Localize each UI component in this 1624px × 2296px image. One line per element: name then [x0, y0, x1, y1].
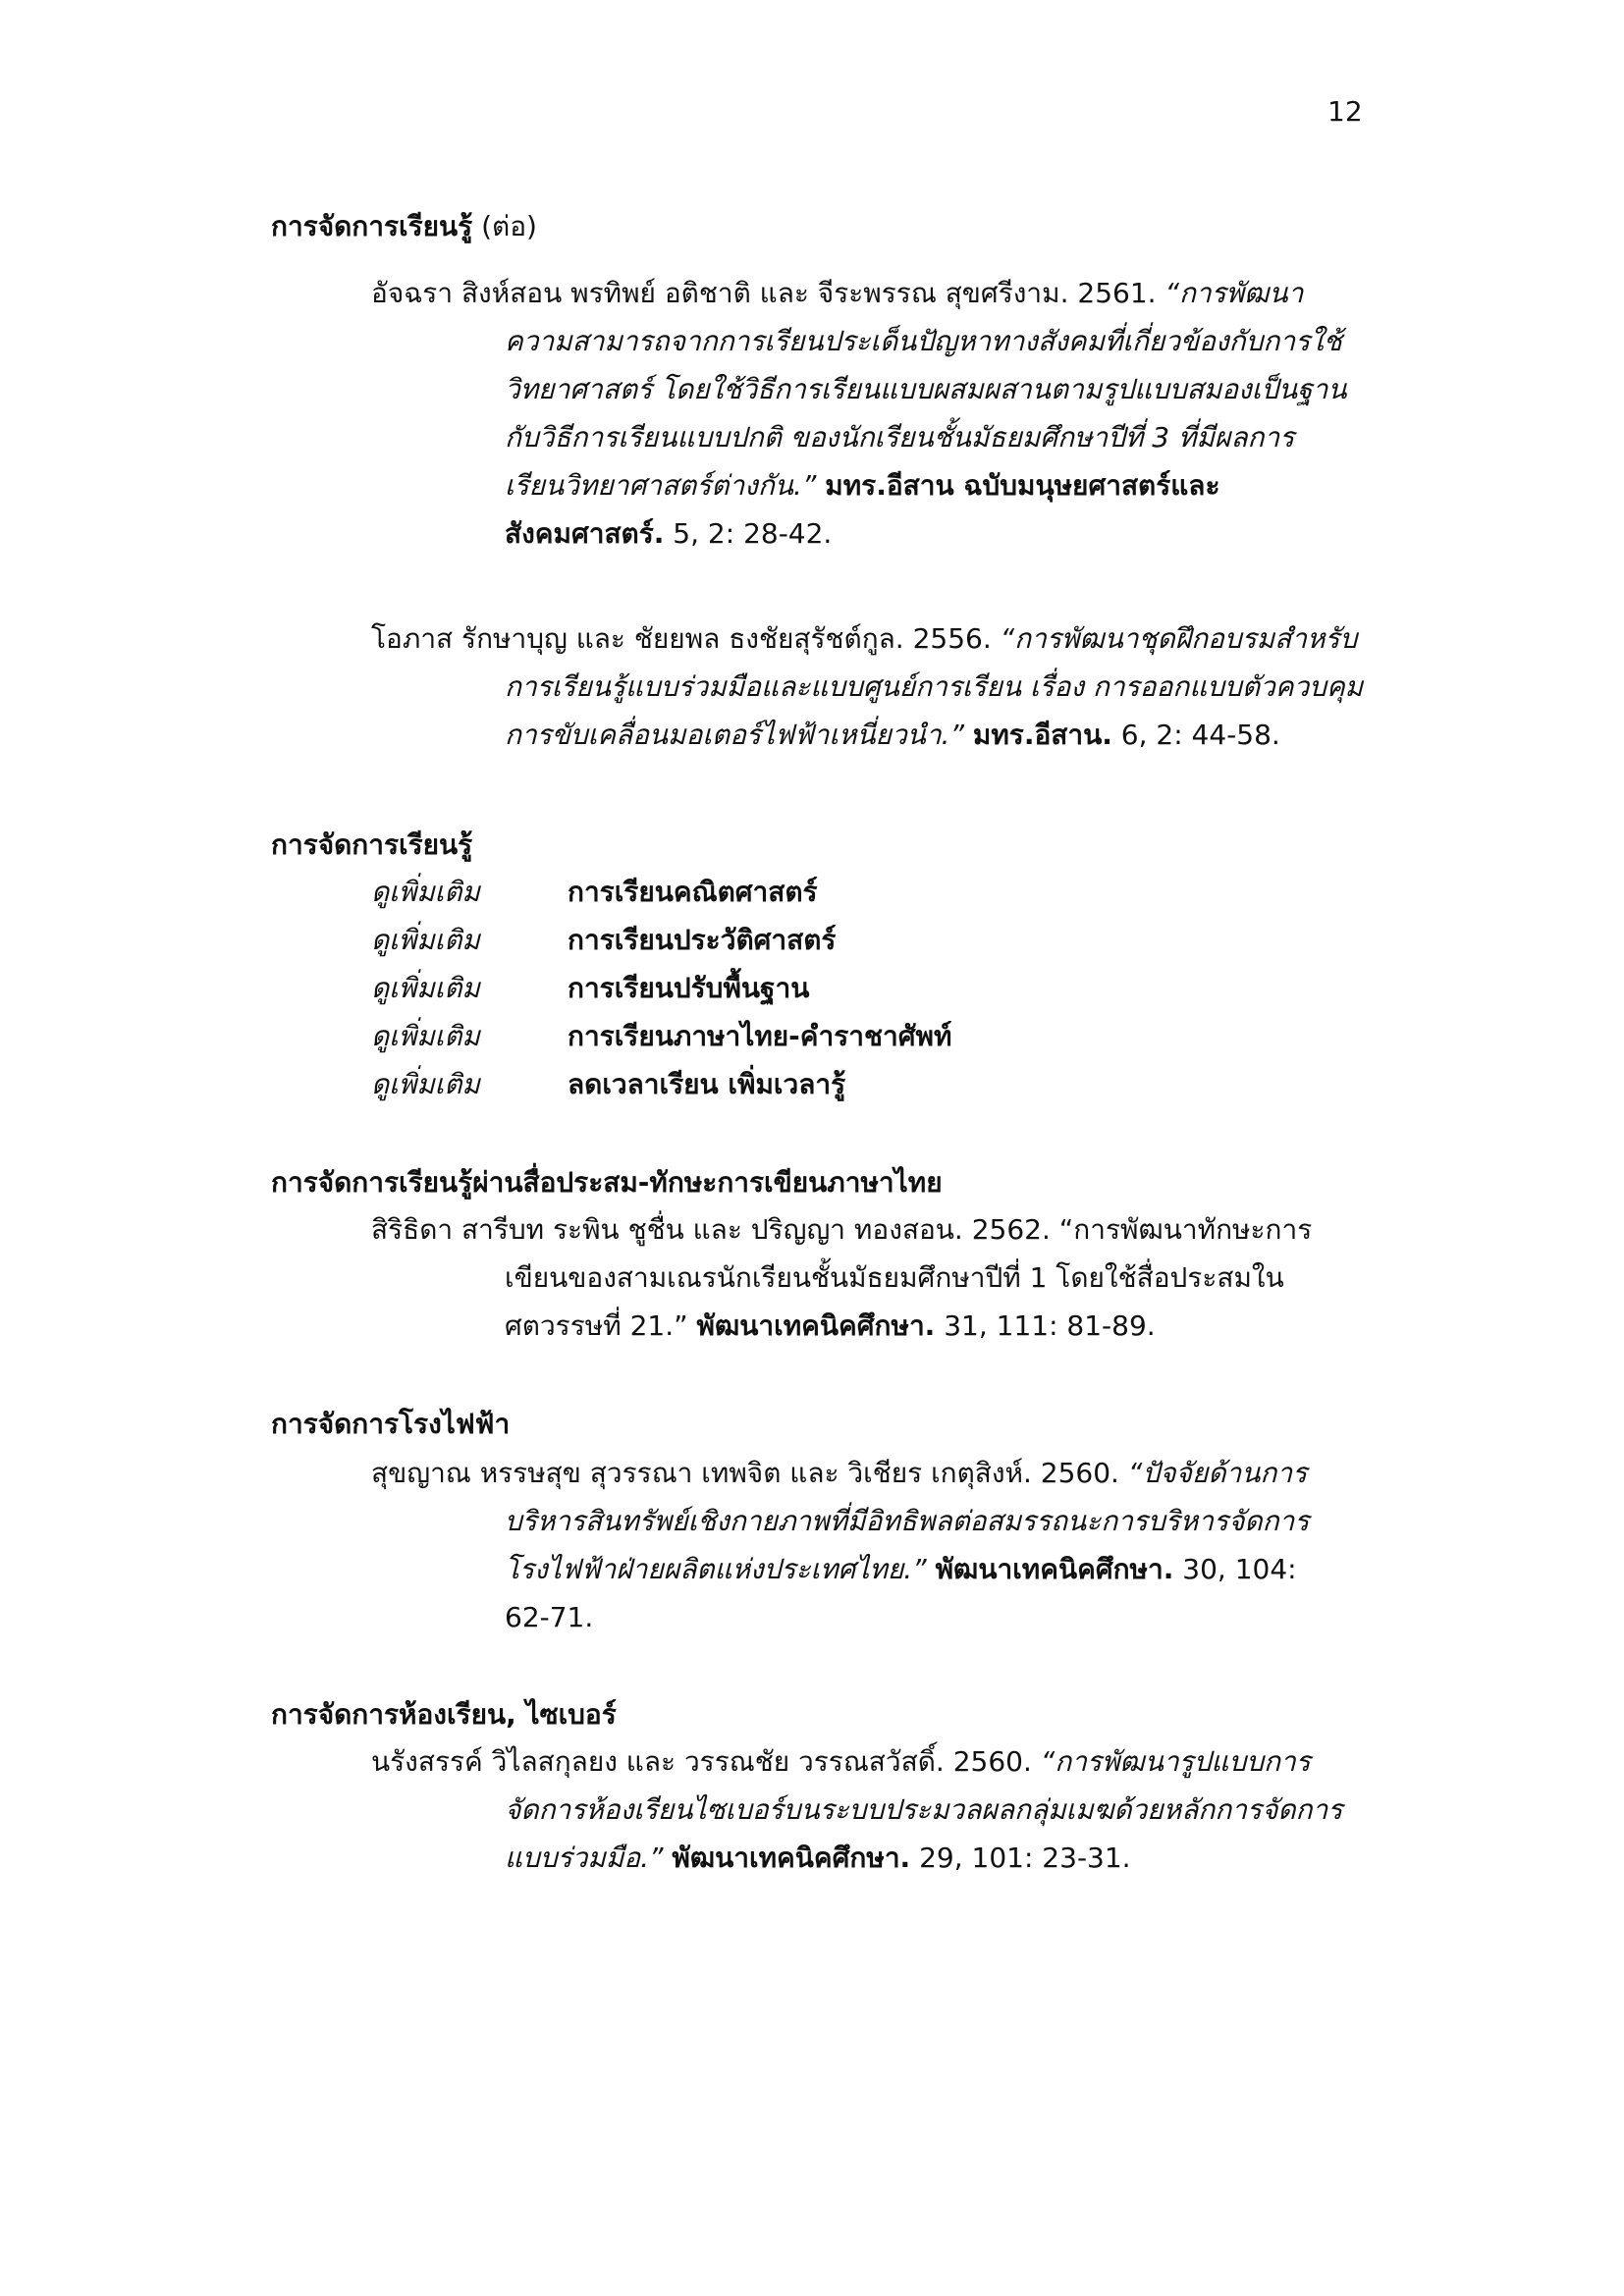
entry-line — [371, 1834, 1353, 1882]
article-title: จัดการห้องเรียนไซเบอร์บนระบบประมวลผลกลุ่มเมฆด้วยหลักการจัดการ — [505, 1793, 1343, 1826]
section-heading-text: การจัดการเรียนรู้ — [271, 210, 473, 242]
article-title: บริหารสินทรัพย์เชิงกายภาพที่มีอิทธิพลต่อสมรรถนะการบริหารจัดการ — [505, 1505, 1310, 1537]
journal-name: สังคมศาสตร์. — [505, 517, 665, 550]
entry-line — [371, 509, 1353, 558]
entry-line — [371, 365, 1353, 413]
bibliography-entry — [371, 1205, 1353, 1350]
section-heading-power-plant-management: การจัดการโรงไฟฟ้า — [271, 1408, 511, 1440]
article-title: โรงไฟฟ้าฝ่ายผลิตแห่งประเทศไทย.” — [505, 1553, 936, 1585]
see-also-label: ดูเพิ่มเติม — [371, 972, 480, 1004]
section-heading-cyber-classroom: การจัดการห้องเรียน, ไซเบอร์ — [271, 1698, 617, 1731]
journal-name: พัฒนาเทคนิคศึกษา. — [696, 1309, 936, 1342]
journal-name: พัฒนาเทคนิคศึกษา. — [672, 1842, 911, 1874]
see-also-label: ดูเพิ่มเติม — [371, 1020, 480, 1052]
entry-line — [371, 1786, 1353, 1834]
bibliography-entry — [371, 1737, 1353, 1882]
article-title: วิทยาศาสตร์ โดยใช้วิธีการเรียนแบบผสมผสานตามรูปแบบสมองเป็นฐาน — [505, 373, 1347, 405]
see-also-label: ดูเพิ่มเติม — [371, 876, 480, 908]
see-also-target: ลดเวลาเรียน เพิ่มเวลารู้ — [568, 1068, 846, 1100]
entry-line — [371, 1254, 1353, 1302]
citation-text: 6, 2: 44-58. — [1111, 719, 1280, 751]
entry-line — [371, 317, 1353, 365]
bibliography-entry — [371, 269, 1353, 558]
bibliography-entry — [371, 1449, 1353, 1641]
entry-line — [371, 1737, 1353, 1786]
see-also-target: การเรียนภาษาไทย-คำราชาศัพท์ — [568, 1020, 952, 1052]
see-also-row — [371, 916, 836, 964]
entry-line — [371, 614, 1358, 663]
section-heading-multimedia-thai-writing: การจัดการเรียนรู้ผ่านสื่อประสม-ทักษะการเขียนภาษาไทย — [271, 1166, 943, 1199]
section-heading-learning-management-cont — [271, 202, 537, 250]
journal-name: มทร.อีสาน ฉบับมนุษยศาสตร์และ — [825, 469, 1220, 502]
article-title: “การพัฒนา — [1164, 277, 1304, 309]
see-also-label: ดูเพิ่มเติม — [371, 924, 480, 956]
see-also-row — [371, 964, 809, 1012]
citation-text: 62-71. — [505, 1601, 594, 1633]
article-title: การเรียนรู้แบบร่วมมือและแบบศูนย์การเรียน เรื่อง การออกแบบตัวควบคุม — [505, 670, 1364, 703]
citation-text: 5, 2: 28-42. — [664, 517, 833, 550]
citation-text: เขียนของสามเณรนักเรียนชั้นมัธยมศึกษาปีที่ 1 โดยใช้สื่อประสมใน — [505, 1261, 1284, 1294]
bibliography-entry — [371, 614, 1364, 759]
citation-text: 30, 104: — [1173, 1553, 1297, 1585]
entry-line — [371, 1593, 1353, 1641]
see-also-row — [371, 868, 818, 916]
entry-line — [371, 711, 1353, 759]
see-also-target: การเรียนประวัติศาสตร์ — [568, 924, 837, 956]
see-also-row — [371, 1060, 845, 1108]
entry-line — [371, 1497, 1353, 1545]
entry-line — [371, 1302, 1353, 1350]
citation-text: ศตวรรษที่ 21.” — [505, 1309, 697, 1342]
see-also-label: ดูเพิ่มเติม — [371, 1068, 480, 1100]
article-title: การขับเคลื่อนมอเตอร์ไฟฟ้าเหนี่ยวนำ.” — [505, 719, 973, 751]
article-title: “การพัฒนารูปแบบการ — [1040, 1745, 1311, 1778]
section-heading-learning-management: การจัดการเรียนรู้ — [271, 828, 473, 861]
entry-line — [371, 269, 1353, 317]
entry-line — [371, 663, 1364, 711]
article-title: ความสามารถจากการเรียนประเด็นปัญหาทางสังคมที่เกี่ยวข้องกับการใช้ — [505, 325, 1342, 357]
see-also-target: การเรียนปรับพื้นฐาน — [568, 972, 810, 1004]
citation-text: 29, 101: 23-31. — [910, 1842, 1131, 1874]
section-heading-suffix: (ต่อ) — [472, 210, 537, 242]
citation-text: นรังสรรค์ วิไลสกุลยง และ วรรณชัย วรรณสวัสดิ์. 2560. — [371, 1745, 1041, 1778]
citation-text: สุขญาณ หรรษสุข สุวรรณา เทพจิต และ วิเชียร เกตุสิงห์. 2560. — [371, 1457, 1128, 1489]
journal-name: พัฒนาเทคนิคศึกษา. — [935, 1553, 1174, 1585]
citation-text: 31, 111: 81-89. — [935, 1309, 1156, 1342]
page-number: 12 — [1327, 95, 1363, 128]
see-also-row — [371, 1012, 951, 1060]
entry-line — [371, 413, 1353, 461]
entry-line — [371, 1449, 1353, 1497]
entry-line — [371, 1545, 1353, 1593]
entry-line — [371, 461, 1353, 509]
article-title: กับวิธีการเรียนแบบปกติ ของนักเรียนชั้นมัธยมศึกษาปีที่ 3 ที่มีผลการ — [505, 421, 1295, 454]
citation-text: สิริธิดา สารีบท ระพิน ชูชื่น และ ปริญญา ทองสอน. 2562. “การพัฒนาทักษะการ — [371, 1213, 1313, 1246]
article-title: “ปัจจัยด้านการ — [1127, 1457, 1308, 1489]
article-title: เรียนวิทยาศาสตร์ต่างกัน.” — [505, 469, 826, 502]
entry-line — [371, 1205, 1353, 1254]
article-title: แบบร่วมมือ.” — [505, 1842, 673, 1874]
journal-name: มทร.อีสาน. — [972, 719, 1112, 751]
article-title: “การพัฒนาชุดฝึกอบรมสำหรับ — [1000, 622, 1358, 655]
citation-text: อัจฉรา สิงห์สอน พรทิพย์ อติชาติ และ จีระพรรณ สุขศรีงาม. 2561. — [371, 277, 1165, 309]
see-also-target: การเรียนคณิตศาสตร์ — [568, 876, 818, 908]
citation-text: โอภาส รักษาบุญ และ ชัยยพล ธงชัยสุรัชต์กูล. 2556. — [371, 622, 1001, 655]
